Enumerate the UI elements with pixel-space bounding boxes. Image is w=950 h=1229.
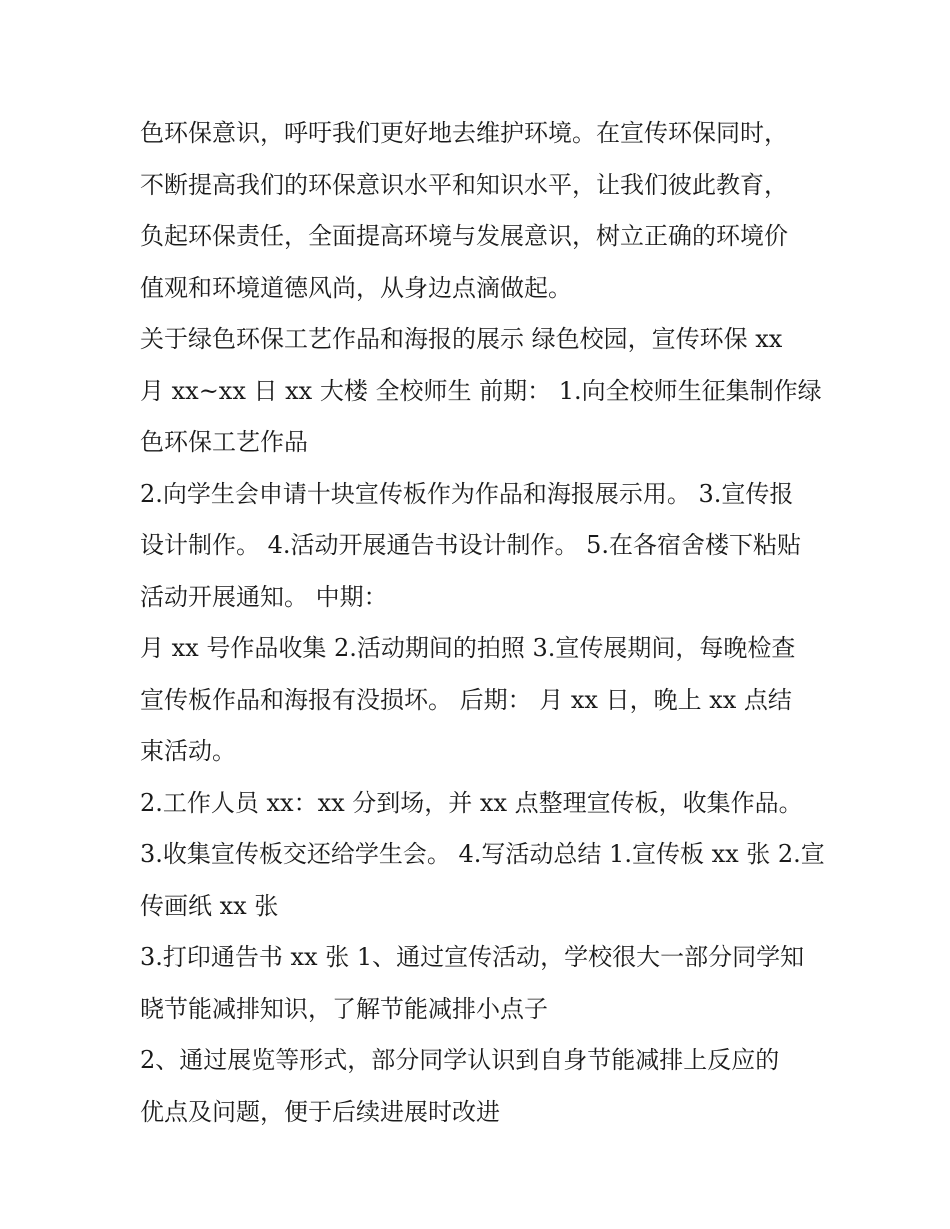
text-line: 3.打印通告书 xx 张 1、通过宣传活动，学校很大一部分同学知 <box>140 943 805 971</box>
text-line: 设计制作。 4.活动开展通告书设计制作。 5.在各宿舍楼下粘贴 <box>140 531 802 559</box>
text-line: 优点及问题，便于后续进展时改进 <box>140 1097 500 1126</box>
text-line: 2、通过展览等形式，部分同学认识到自身节能减排上反应的 <box>140 1046 780 1074</box>
text-line: 色环保工艺作品 <box>140 428 308 456</box>
text-line: 负起环保责任，全面提高环境与发展意识，树立正确的环境价 <box>140 222 788 250</box>
text-line: 不断提高我们的环保意识水平和知识水平，让我们彼此教育， <box>140 170 788 199</box>
text-line: 晓节能减排知识，了解节能减排小点子 <box>140 994 548 1023</box>
text-line: 活动开展通知。 中期： <box>140 582 388 611</box>
text-line: 传画纸 xx 张 <box>140 891 279 920</box>
text-line: 宣传板作品和海报有没损坏。 后期： 月 xx 日，晚上 xx 点结 <box>140 685 792 714</box>
text-line: 关于绿色环保工艺作品和海报的展示 绿色校园，宣传环保 xx <box>140 325 783 353</box>
text-line: 色环保意识，呼吁我们更好地去维护环境。在宣传环保同时， <box>140 119 788 147</box>
text-line: 月 xx~xx 日 xx 大楼 全校师生 前期： 1.向全校师生征集制作绿 <box>140 376 822 405</box>
text-line: 3.收集宣传板交还给学生会。 4.写活动总结 1.宣传板 xx 张 2.宣 <box>140 840 825 868</box>
text-line: 值观和环境道德风尚，从身边点滴做起。 <box>140 273 572 302</box>
text-line: 月 xx 号作品收集 2.活动期间的拍照 3.宣传展期间，每晚检查 <box>140 634 796 662</box>
text-line: 2.向学生会申请十块宣传板作为作品和海报展示用。 3.宣传报 <box>140 479 794 508</box>
document-body <box>140 108 825 1138</box>
text-line: 束活动。 <box>140 737 236 765</box>
text-line: 2.工作人员 xx：xx 分到场，并 xx 点整理宣传板，收集作品。 <box>140 788 803 817</box>
